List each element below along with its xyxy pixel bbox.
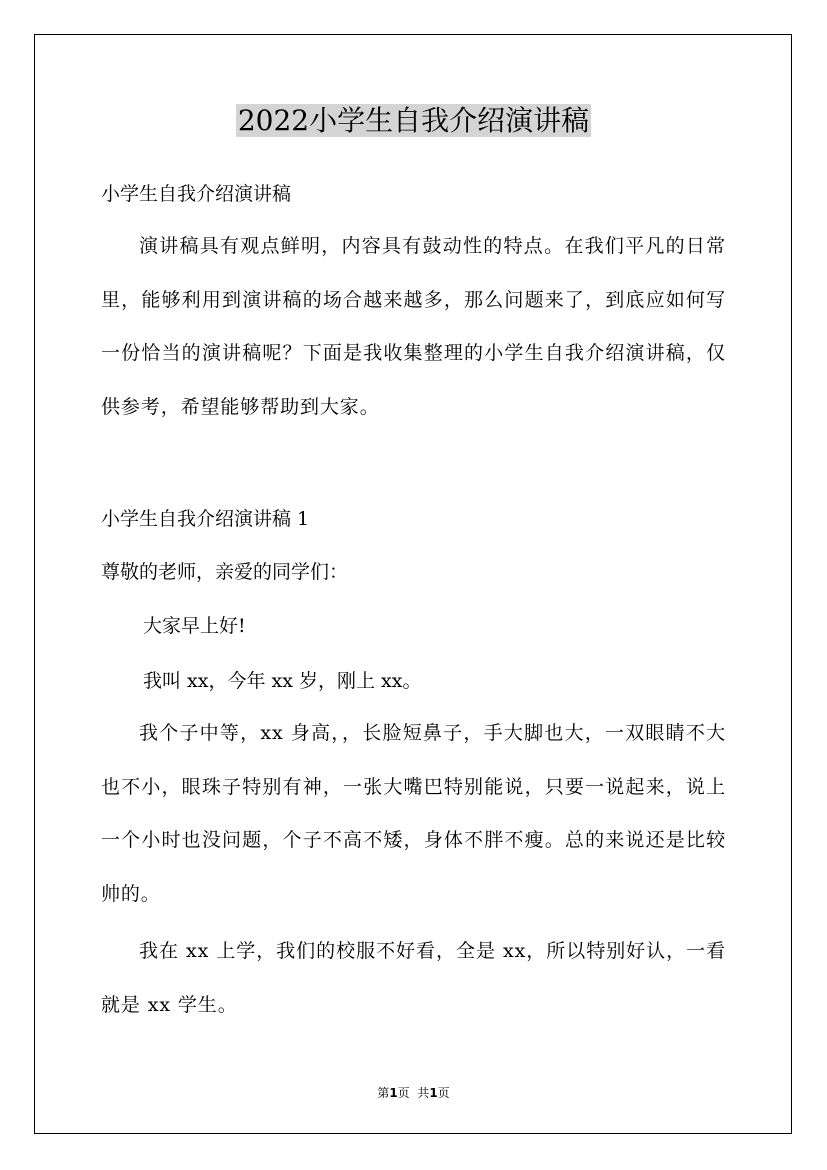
greeting: 大家早上好!: [143, 615, 246, 637]
intro-paragraph: 演讲稿具有观点鲜明，内容具有鼓动性的特点。在我们平凡的日常里，能够利用到演讲稿的场合越来越多，那么问题来了，到底应如何写一份恰当的演讲稿呢？下面是我收集整理的小学生自我介绍演讲稿，仅供参考，希望能够帮助到大家。: [101, 235, 726, 418]
footer-mid: 页 共: [397, 1086, 430, 1100]
footer-page-current: 1: [389, 1086, 398, 1100]
paragraph-2: 我个子中等，xx 身高，，长脸短鼻子，手大脚也大，一双眼睛不大也不小，眼珠子特别有神，一张大嘴巴特别能说，只要一说起来，说上一个小时也没问题，个子不高不矮，身体不胖不瘦。总的来说还是比较帅的。: [101, 722, 726, 905]
document-title: [0, 100, 827, 142]
document-title-text: 2022小学生自我介绍演讲稿: [237, 104, 590, 137]
footer-suffix: 页: [437, 1086, 450, 1100]
salutation: 尊敬的老师，亲爱的同学们：: [101, 561, 349, 583]
document-heading: 小学生自我介绍演讲稿: [101, 183, 292, 205]
footer-prefix: 第: [377, 1086, 390, 1100]
footer-page-total: 1: [429, 1086, 438, 1100]
page-footer: [0, 1084, 827, 1101]
section-title: 小学生自我介绍演讲稿 1: [101, 508, 310, 530]
paragraph-3: 我在 xx 上学，我们的校服不好看，全是 xx，所以特别好认，一看就是 xx 学生。: [101, 940, 726, 1016]
paragraph-1: 我叫 xx，今年 xx 岁，刚上 xx。: [143, 670, 422, 692]
